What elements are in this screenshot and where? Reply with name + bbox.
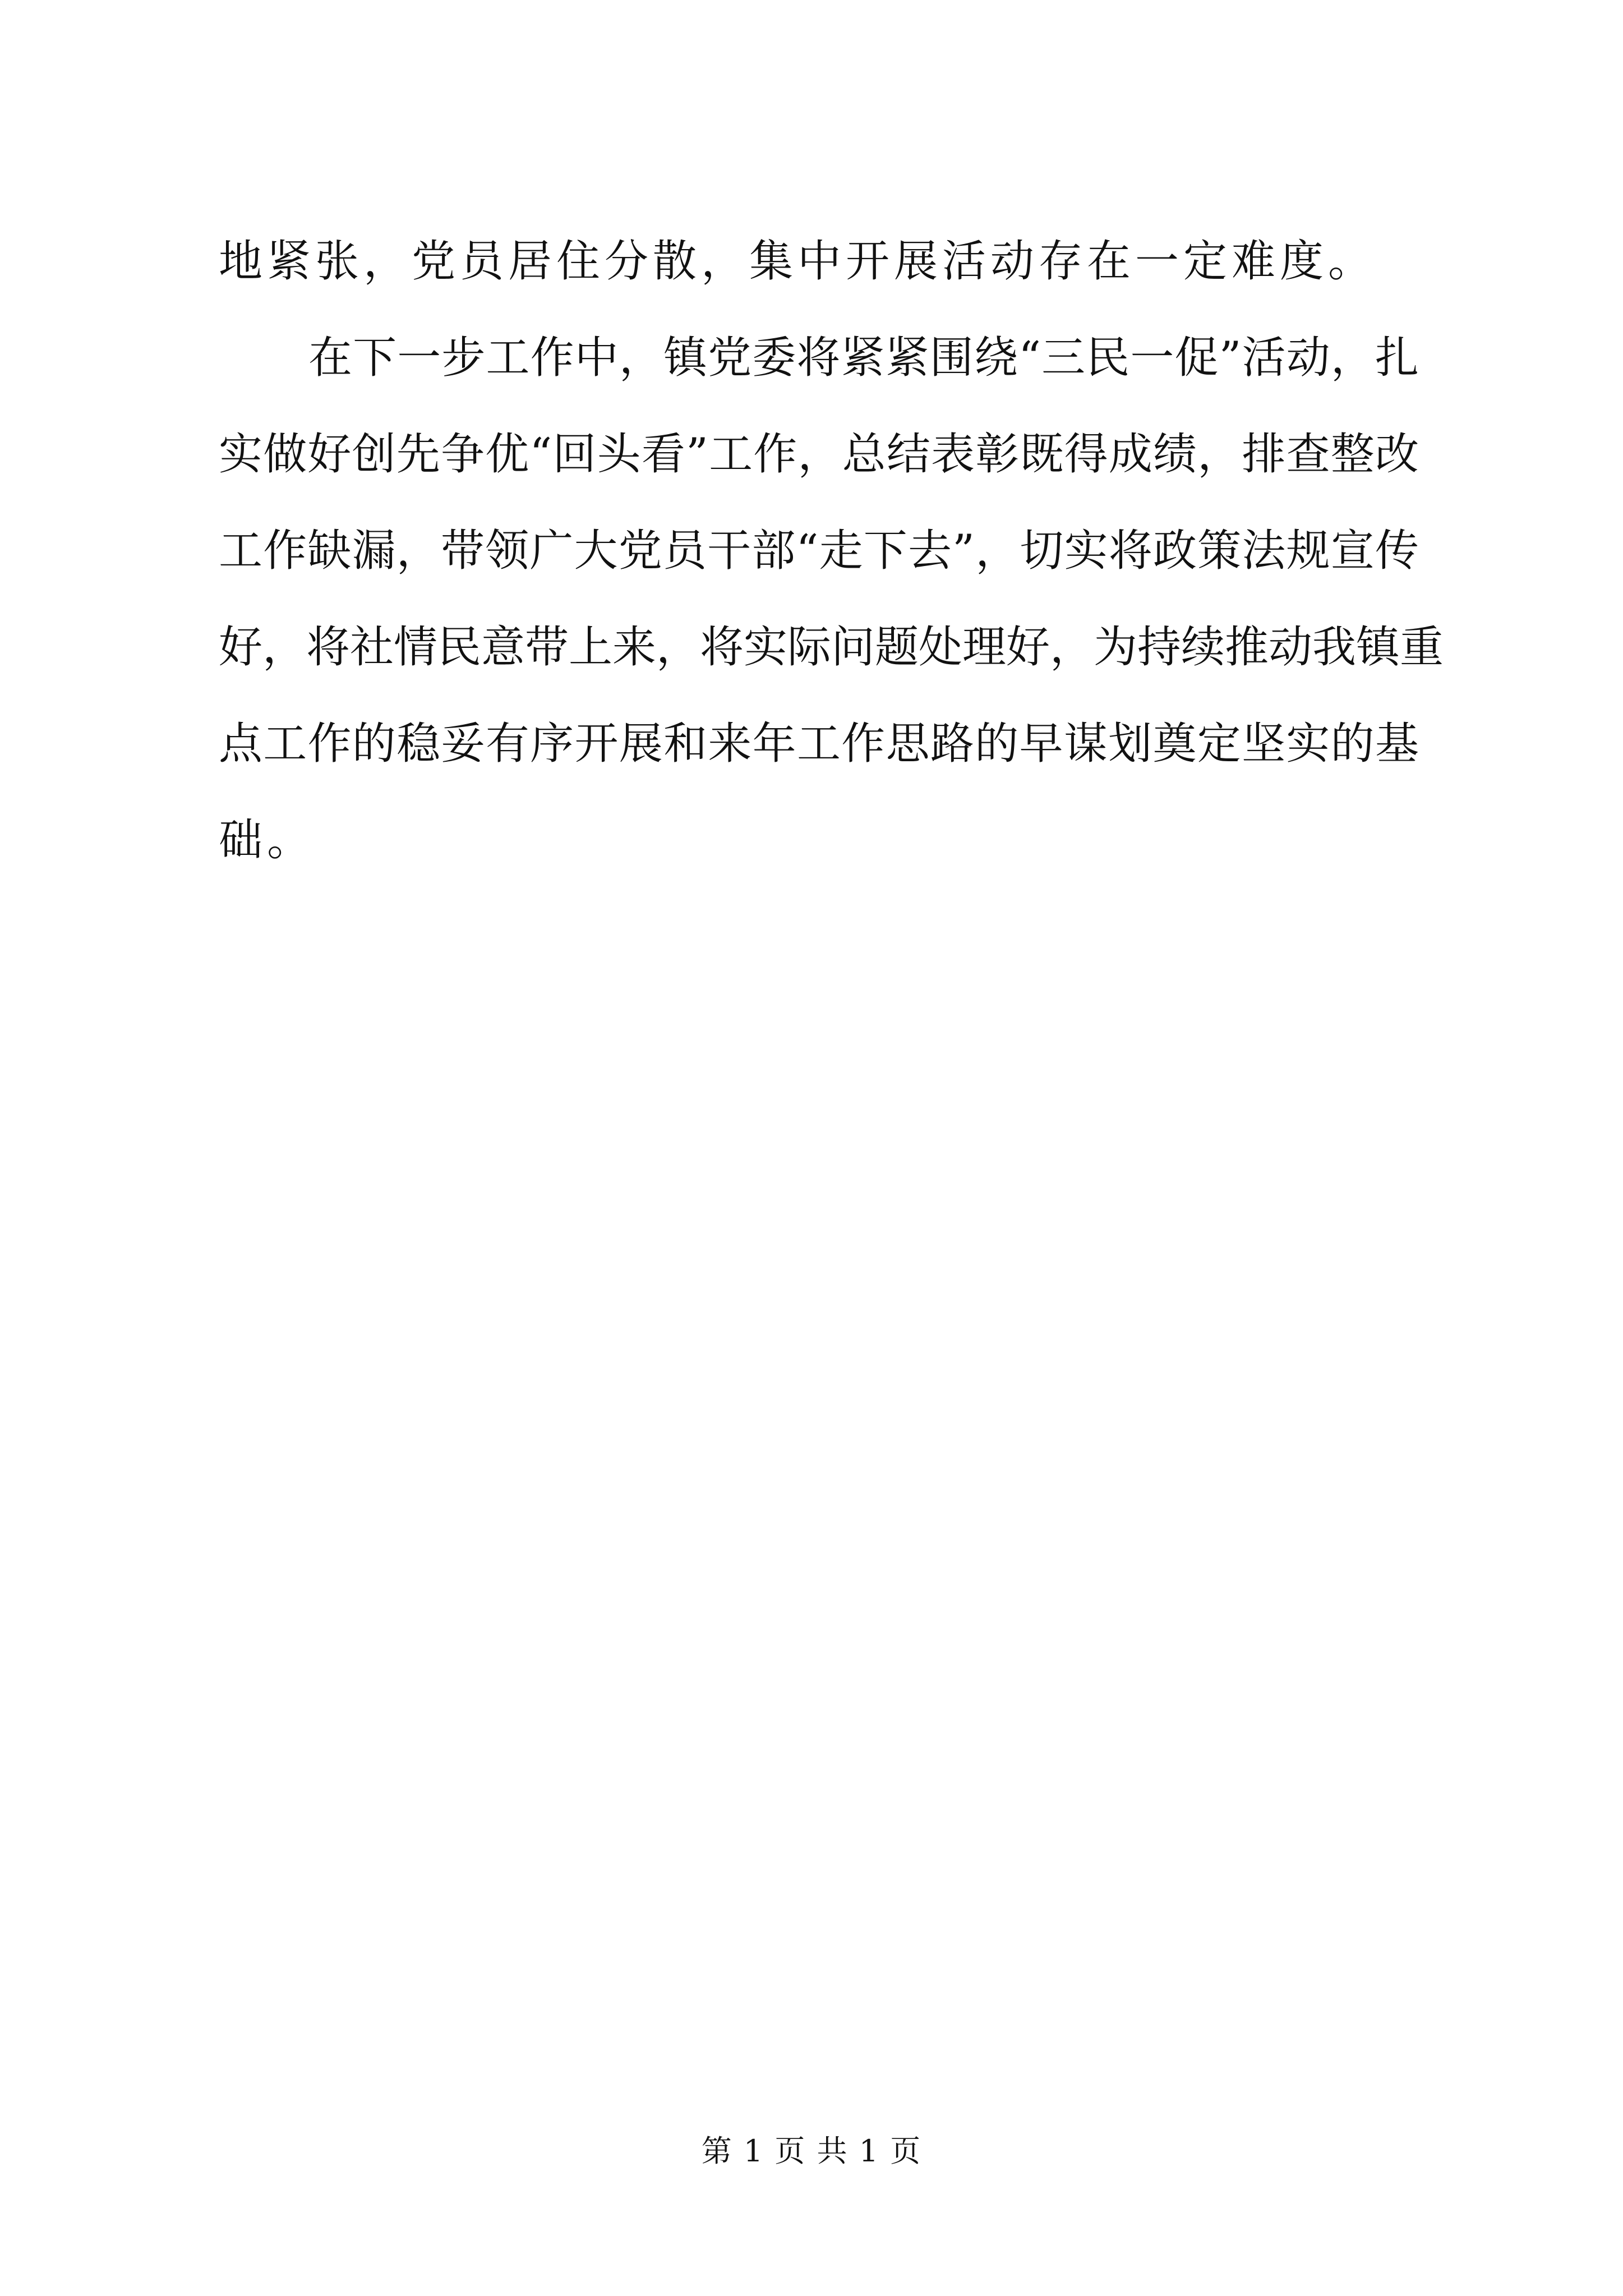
- paragraph-line: 地紧张，党员居住分散，集中开展活动存在一定难度。: [219, 236, 1377, 287]
- paragraph-line: 础。: [219, 815, 316, 866]
- paragraph-line: 好，将社情民意带上来，将实际问题处理好，为持续推动我镇重: [219, 622, 1444, 673]
- page-footer: [0, 2132, 1623, 2171]
- paragraph-line: 在下一步工作中，镇党委将紧紧围绕“三民一促”活动，扎: [308, 333, 1419, 383]
- paragraph-line: 点工作的稳妥有序开展和来年工作思路的早谋划奠定坚实的基: [219, 719, 1419, 769]
- body-text: [219, 213, 1444, 889]
- page-number: 第 1 页 共 1 页: [701, 2133, 922, 2169]
- paragraph-line: 实做好创先争优“回头看”工作，总结表彰既得成绩，排查整改: [219, 429, 1419, 480]
- paragraph-line: 工作缺漏，带领广大党员干部“走下去”，切实将政策法规宣传: [219, 526, 1419, 576]
